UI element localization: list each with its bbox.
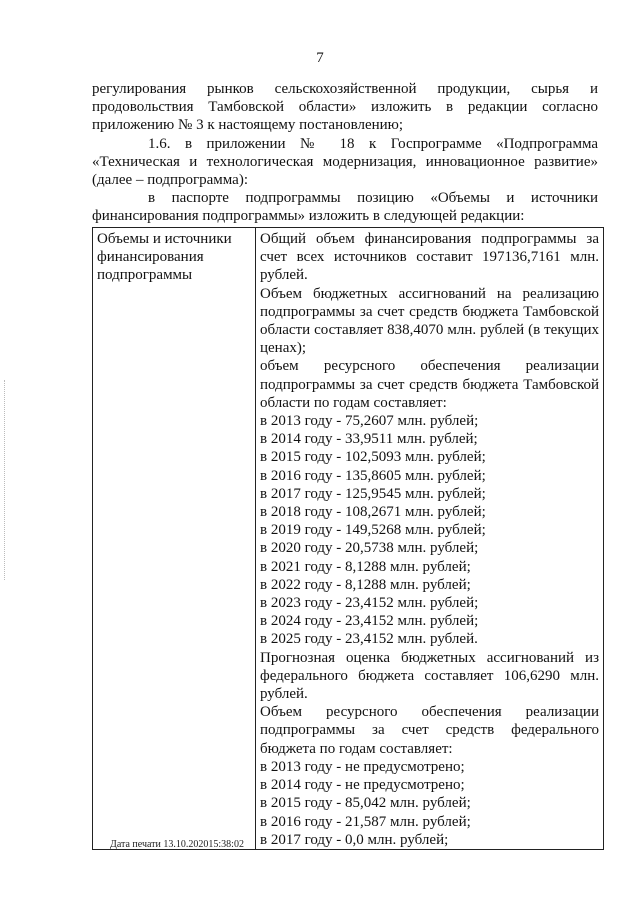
regional-year-2023: в 2023 году - 23,4152 млн. рублей;	[260, 595, 479, 612]
regional-year-2017: в 2017 году - 125,9545 млн. рублей;	[260, 485, 486, 502]
position-name-cell: Объемы и источники финансирования подпрограммы	[93, 228, 256, 850]
federal-budget-forecast-text: Прогнозная оценка бюджетных ассигнований из федерального бюджета составляет 106,6290 млн. рублей.	[260, 649, 599, 703]
scan-margin-artifact	[4, 380, 7, 580]
regional-year-2021: в 2021 году - 8,1288 млн. рублей;	[260, 558, 471, 575]
federal-year-2015: в 2015 году - 85,042 млн. рублей;	[260, 795, 471, 812]
print-date-footer: Дата печати 13.10.202015:38:02	[110, 839, 244, 850]
position-content-cell	[256, 228, 604, 850]
regional-year-2018: в 2018 году - 108,2671 млн. рублей;	[260, 504, 486, 521]
federal-year-2016: в 2016 году - 21,587 млн. рублей;	[260, 813, 471, 830]
paragraph-item-1-6: 1.6. в приложении № 18 к Госпрограмме «Подпрограмма «Техническая и технологическая модернизация, инновационное развитие» (далее – подпрограмма):	[92, 135, 598, 189]
passport-table	[92, 227, 604, 850]
federal-budget-by-year-intro: Объем ресурсного обеспечения реализации подпрограммы за счет средств федерального бюджета по годам составляет:	[260, 704, 599, 757]
federal-year-2013: в 2013 году - не предусмотрено;	[260, 758, 465, 775]
federal-year-2014: в 2014 году - не предусмотрено;	[260, 777, 465, 794]
page-number: 7	[316, 50, 324, 66]
regional-year-2014: в 2014 году - 33,9511 млн. рублей;	[260, 431, 478, 448]
regional-year-2020: в 2020 году - 20,5738 млн. рублей;	[260, 540, 479, 557]
regional-year-2022: в 2022 году - 8,1288 млн. рублей;	[260, 576, 471, 593]
regional-year-2024: в 2024 году - 23,4152 млн. рублей;	[260, 613, 479, 630]
regional-budget-total-text: Объем бюджетных ассигнований на реализацию подпрограммы за счет средств бюджета Тамбовской области составляет 838,4070 млн. рублей (в текущих ценах);	[260, 285, 599, 357]
paragraph-continuation: регулирования рынков сельскохозяйственной продукции, сырья и продовольствия Тамбовской области» изложить в редакции согласно приложению № 3 к настоящему постановлению;	[92, 81, 598, 134]
paragraph-passport-instruction: в паспорте подпрограммы позицию «Объемы и источники финансирования подпрограммы» изложить в следующей редакции:	[92, 190, 598, 225]
regional-year-2025: в 2025 году - 23,4152 млн. рублей.	[260, 631, 478, 648]
regional-year-2013: в 2013 году - 75,2607 млн. рублей;	[260, 413, 479, 430]
regional-budget-by-year-intro: объем ресурсного обеспечения реализации подпрограммы за счет средств бюджета Тамбовской области по годам составляет:	[260, 358, 599, 411]
table-row	[93, 228, 604, 850]
document-body	[92, 80, 598, 226]
regional-year-2019: в 2019 году - 149,5268 млн. рублей;	[260, 522, 486, 539]
regional-year-2016: в 2016 году - 135,8605 млн. рублей;	[260, 467, 486, 484]
regional-year-2015: в 2015 году - 102,5093 млн. рублей;	[260, 449, 486, 466]
total-financing-text: Общий объем финансирования подпрограммы за счет всех источников составит 197136,7161 млн. рублей.	[260, 231, 599, 284]
federal-year-2017: в 2017 году - 0,0 млн. рублей;	[260, 831, 449, 848]
